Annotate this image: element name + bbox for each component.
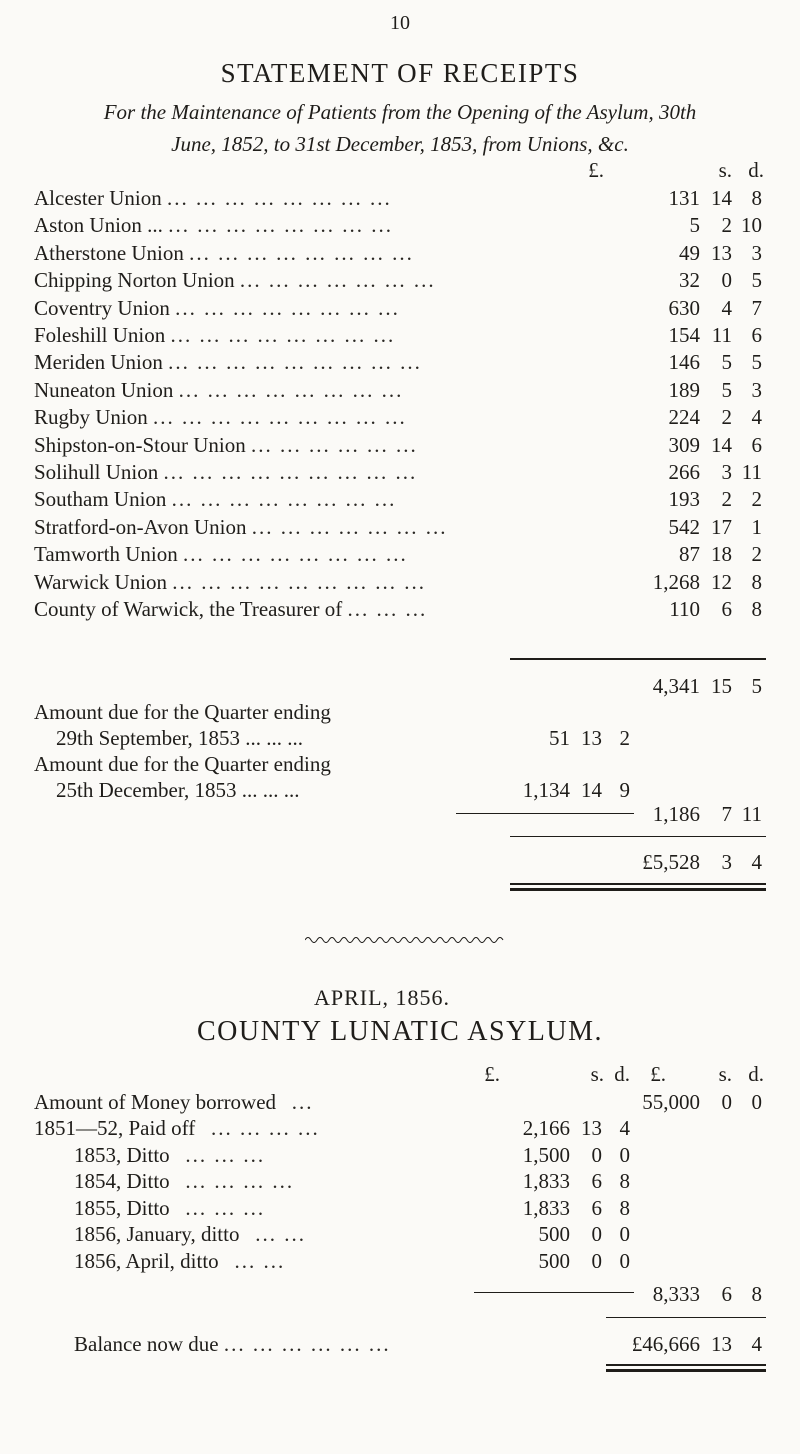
balance-row [0,1330,800,1358]
receipt-pounds: 49 [679,240,700,265]
receipt-pence: 2 [751,487,762,512]
receipt-row [0,403,800,431]
quarter2-shillings: 14 [581,778,602,802]
leader-dots: ... ... ... ... ... ... ... ... [166,186,392,210]
receipts-subtotal [0,672,800,700]
shillings-header: s. [718,158,732,182]
leader-dots: ... ... ... [185,1142,266,1167]
receipt-shillings: 6 [721,597,732,621]
balance-double-rule-top [606,1364,766,1366]
receipt-row-label: Stratford-on-Avon Union ... ... ... ... ... ... ... [34,514,448,539]
quarter2-label: Amount due for the Quarter ending [34,752,331,776]
receipt-shillings: 18 [711,542,732,567]
subtotal-rule [510,658,766,660]
s2-shillings-header-1: s. [590,1062,604,1086]
receipt-row-label: County of Warwick, the Treasurer of ... ... ... [34,597,428,621]
receipt-shillings: 12 [711,569,732,594]
grand-total-pence: 4 [751,850,762,874]
receipt-row [0,294,800,322]
borrowed-shillings: 0 [721,1090,732,1114]
receipt-row-label: Foleshill Union ... ... ... ... ... ... ... ... [34,323,396,347]
double-rule-bottom [510,888,766,891]
receipt-row [0,184,800,212]
payment-shillings: 0 [591,1248,602,1273]
leader-dots: ... ... ... ... ... ... ... ... ... [168,350,422,375]
receipt-pounds: 131 [668,186,700,210]
wavy-separator [305,935,505,945]
payment-shillings: 0 [591,1142,602,1167]
grand-total-rule [510,836,766,837]
payment-pence: 0 [619,1248,630,1273]
receipt-pence: 6 [751,323,762,347]
receipt-pence: 1 [751,514,762,539]
leader-dots: ... ... ... ... ... ... ... ... ... [153,405,407,430]
grand-total-shillings: 3 [721,850,732,874]
receipt-pence: 7 [751,295,762,320]
payment-pence: 4 [619,1116,630,1140]
receipt-row-label: Atherstone Union ... ... ... ... ... ... ... ... [34,240,414,265]
payment-pounds: 1,833 [522,1169,570,1193]
receipt-shillings: 2 [721,487,732,512]
receipt-pounds: 193 [668,487,700,512]
s2-pence-header-1: d. [614,1062,630,1086]
quarters-total-pounds: 1,186 [652,802,700,826]
payment-row [0,1220,800,1248]
receipt-row [0,431,800,459]
quarter2-pounds: 1,134 [522,778,570,802]
quarter2-date: 25th December, 1853 ... ... ... [56,778,300,802]
payment-pounds: 500 [538,1248,570,1273]
receipt-row-label: Aston Union ... ... ... ... ... ... ... ... ... [34,213,393,238]
leader-dots: ... ... ... [185,1195,266,1220]
receipt-shillings: 5 [721,350,732,375]
payment-row [0,1194,800,1222]
pence-header: d. [748,158,764,182]
receipt-pence: 8 [751,597,762,621]
receipt-pence: 2 [751,542,762,567]
quarters-total [0,800,800,828]
leader-dots: ... ... ... ... ... ... ... ... [168,213,393,238]
subtitle-line-1: For the Maintenance of Patients from the Opening of the Asylum, 30th [103,100,697,124]
payment-row-label: 1855, Ditto ... ... ... [74,1195,266,1220]
subtitle-line-2: June, 1852, to 31st December, 1853, from Unions, &c. [171,132,629,156]
payment-pence: 0 [619,1142,630,1167]
receipt-pence: 5 [751,268,762,293]
payments-total-pence: 8 [751,1282,762,1306]
receipts-header [0,158,800,184]
quarter2-pence: 9 [619,778,630,802]
receipt-row [0,568,800,596]
receipt-shillings: 11 [711,323,732,347]
quarters-total-shillings: 7 [721,802,732,826]
leader-dots: ... ... ... ... ... ... ... ... [178,377,404,402]
leader-dots: ... ... ... ... [185,1169,295,1193]
payment-shillings: 13 [581,1116,602,1140]
receipt-pounds: 110 [669,597,700,621]
receipt-shillings: 14 [711,186,732,210]
payment-row [0,1141,800,1169]
grand-total [0,848,800,876]
receipt-shillings: 0 [721,268,732,293]
receipt-pounds: 146 [668,350,700,375]
payment-row-label: 1853, Ditto ... ... ... [74,1142,266,1167]
payment-row [0,1114,800,1142]
leader-dots: ... ... ... ... [210,1116,320,1140]
receipt-pence: 10 [741,213,762,238]
payments-total-shillings: 6 [721,1282,732,1306]
section2-header [0,1062,800,1088]
leader-dots: ... ... ... ... ... ... ... ... ... [172,569,427,594]
receipt-row-label: Nuneaton Union ... ... ... ... ... ... ... ... [34,377,404,402]
leader-dots: ... ... ... ... ... ... ... ... [171,487,397,512]
receipt-row [0,239,800,267]
receipt-pounds: 266 [668,460,700,484]
section2-date: APRIL, 1856. [314,985,451,1010]
receipt-pence: 4 [751,405,762,430]
receipt-pounds: 189 [668,377,700,402]
payment-pounds: 500 [538,1222,570,1246]
receipt-row-label: Meriden Union ... ... ... ... ... ... ... ... ... [34,350,422,375]
balance-label: Balance now due ... ... ... ... ... ... [74,1332,391,1356]
payment-shillings: 6 [591,1195,602,1220]
payment-pence: 8 [619,1169,630,1193]
receipt-shillings: 2 [721,405,732,430]
receipt-row [0,348,800,376]
receipt-shillings: 14 [711,432,732,457]
payment-row [0,1167,800,1195]
payment-shillings: 0 [591,1222,602,1246]
borrowed-label: Amount of Money borrowed ... [34,1090,314,1114]
balance-pence: 4 [751,1332,762,1356]
payments-total-pounds: 8,333 [652,1282,700,1306]
balance-double-rule-bottom [606,1369,766,1372]
receipt-shillings: 3 [721,460,732,484]
receipt-shillings: 17 [711,514,732,539]
receipt-pounds: 5 [689,213,700,238]
page-number: 10 [390,12,410,34]
receipt-pounds: 87 [679,542,700,567]
receipt-pence: 8 [751,569,762,594]
receipt-pounds: 309 [668,432,700,457]
receipt-shillings: 2 [721,213,732,238]
receipt-pence: 6 [751,432,762,457]
receipt-shillings: 4 [721,295,732,320]
receipt-pounds: 1,268 [652,569,700,594]
receipt-row [0,595,800,623]
balance-pounds: £46,666 [631,1332,700,1356]
payments-total [0,1280,800,1308]
receipt-row [0,266,800,294]
receipt-row-label: Shipston-on-Stour Union ... ... ... ... ... ... [34,432,418,457]
receipt-pounds: 542 [668,514,700,539]
subtotal-shillings: 15 [711,674,732,698]
pounds-header: £. [588,158,604,182]
leader-dots: ... ... ... ... ... ... ... ... [183,542,408,567]
quarter1-date: 29th September, 1853 ... ... ... [56,726,304,750]
receipt-row-label: Solihull Union ... ... ... ... ... ... ... ... ... [34,460,418,484]
leader-dots: ... ... ... ... ... ... ... ... [170,323,396,347]
payment-pounds: 1,500 [522,1142,570,1167]
payment-row [0,1247,800,1275]
receipt-pounds: 630 [668,295,700,320]
receipt-row [0,513,800,541]
payment-pence: 8 [619,1195,630,1220]
quarter2-line1 [0,750,800,778]
payment-row-label: 1856, April, ditto ... ... [74,1248,286,1273]
receipt-pence: 3 [751,377,762,402]
payment-pounds: 2,166 [522,1116,570,1140]
receipt-row-label: Alcester Union ... ... ... ... ... ... ... ... [34,186,392,210]
quarters-total-pence: 11 [741,802,762,826]
payment-pence: 0 [619,1222,630,1246]
grand-total-pounds: £5,528 [642,850,700,874]
receipt-shillings: 13 [711,240,732,265]
receipt-pounds: 224 [668,405,700,430]
receipt-pence: 5 [751,350,762,375]
leader-dots: ... ... ... ... ... ... ... ... [189,240,414,265]
receipt-row-label: Chipping Norton Union ... ... ... ... ... ... ... [34,268,436,293]
payment-row-label: 1851—52, Paid off ... ... ... ... [34,1116,320,1140]
s2-pence-header-2: d. [748,1062,764,1086]
quarter1-pence: 2 [619,726,630,750]
quarter1-line2 [0,724,800,752]
leader-dots: ... ... [255,1222,306,1246]
receipt-row-label: Rugby Union ... ... ... ... ... ... ... ... ... [34,405,407,430]
quarter1-label: Amount due for the Quarter ending [34,700,331,724]
receipt-shillings: 5 [721,377,732,402]
receipt-row [0,321,800,349]
subtotal-pounds: 4,341 [652,674,700,698]
payment-shillings: 6 [591,1169,602,1193]
receipt-pounds: 154 [668,323,700,347]
receipt-row [0,211,800,239]
receipt-row-label: Warwick Union ... ... ... ... ... ... ... ... ... [34,569,427,594]
balance-rule [606,1317,766,1318]
receipt-row-label: Coventry Union ... ... ... ... ... ... ... ... [34,295,400,320]
receipt-pence: 8 [751,186,762,210]
leader-dots: ... ... ... ... ... ... ... ... [175,295,400,320]
leader-dots: ... ... ... ... ... ... ... [251,514,448,539]
quarter1-pounds: 51 [549,726,570,750]
leader-dots: ... ... ... [347,597,428,621]
receipt-pounds: 32 [679,268,700,293]
receipt-pence: 3 [751,240,762,265]
quarter1-line1 [0,698,800,726]
payment-pounds: 1,833 [522,1195,570,1220]
section2-title: COUNTY LUNATIC ASYLUM. [196,1016,604,1047]
receipt-row [0,458,800,486]
s2-shillings-header-2: s. [718,1062,732,1086]
receipt-pence: 11 [741,460,762,484]
leader-dots: ... ... [234,1248,286,1273]
s2-pounds-header-1: £. [484,1062,500,1086]
receipt-row [0,540,800,568]
receipt-row-label: Tamworth Union ... ... ... ... ... ... ... ... [34,542,408,567]
receipt-row-label: Southam Union ... ... ... ... ... ... ... ... [34,487,397,512]
borrowed-pounds: 55,000 [642,1090,700,1114]
receipt-row [0,376,800,404]
leader-dots: ... ... ... ... ... ... [251,432,418,457]
payment-row-label: 1856, January, ditto ... ... [74,1222,306,1246]
borrowed-pence: 0 [751,1090,762,1114]
leader-dots: ... ... ... ... ... ... ... [239,268,436,293]
borrowed-row [0,1088,800,1116]
leader-dots: ... ... ... ... ... ... ... ... ... [163,460,418,484]
quarter1-shillings: 13 [581,726,602,750]
s2-pounds-header-2: £. [650,1062,666,1086]
balance-shillings: 13 [711,1332,732,1356]
page-title: STATEMENT OF RECEIPTS [220,58,580,88]
payment-row-label: 1854, Ditto ... ... ... ... [74,1169,295,1193]
subtotal-pence: 5 [751,674,762,698]
double-rule-top [510,883,766,885]
page-subtitle [0,96,800,160]
receipt-row [0,485,800,513]
